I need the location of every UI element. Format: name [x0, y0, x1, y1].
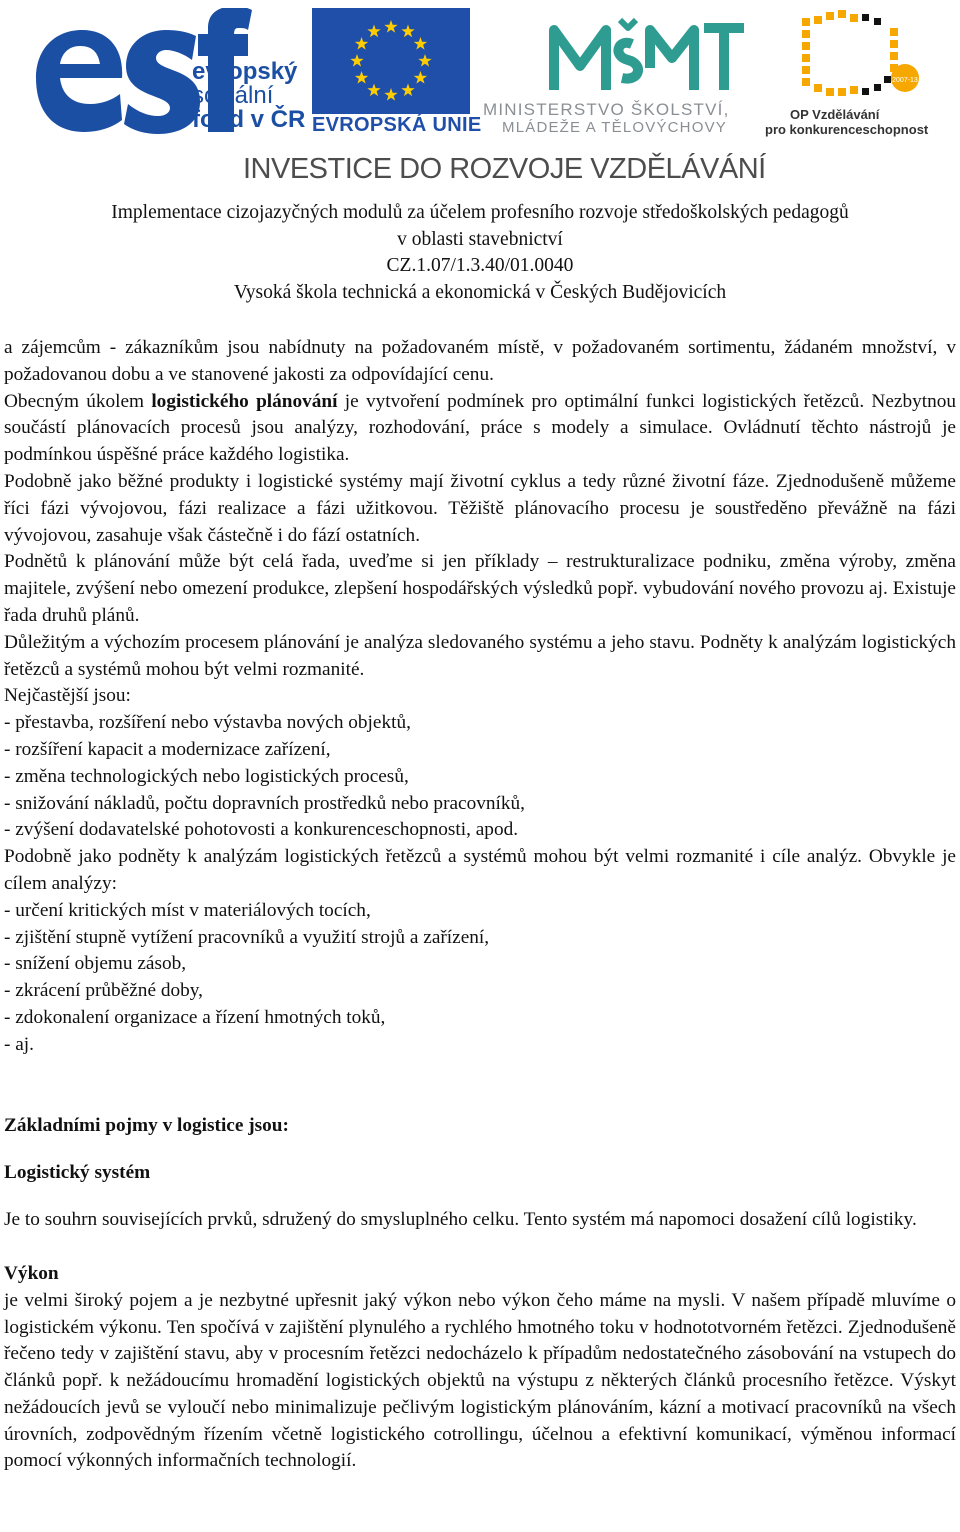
- op-line1: OP Vzdělávání: [790, 107, 880, 122]
- paragraph-stimuli: Podnětů k plánování může být celá řada, uveďme si jen příklady – restrukturalizace podniku, změna výroby, změna majitele, zvýšení nebo omezení produkce, zlepšení hospodářských výsledků popř. vybudování nového provozu aj. Existuje řada druhů plánů.: [4, 551, 956, 626]
- list-item: - určení kritických míst v materiálových tocích,: [4, 899, 371, 921]
- planning-text-before: Obecným úkolem: [4, 390, 152, 412]
- list-item: - zdokonalení organizace a řízení hmotných toků,: [4, 1006, 386, 1028]
- eu-star-icon: [414, 71, 427, 84]
- document-body: [4, 335, 956, 1475]
- paragraph-performance: je velmi široký pojem a je nezbytné upřesnit jaký výkon nebo výkon čeho máme na mysli. V našem případě mluvíme o logistickém výkonu. Ten spočívá v zajištění plynulého a rychlého hmotného toku v hodnototvorném řetězci. Zjednodušeně řečeno tedy v zajištění stavu, aby v procesním řetězci nedocházelo k případům nedostatečného zásobování na vstupech do článků popř. k nežádoucímu hromadění logistických objektů na výstupu z některých článků procesního řetězce. Výskyt nežádoucích jevů se vyloučí nebo minimalizuje pečlivým logistickým plánováním, kázní a motivací pracovníků na všech úrovních, zodpovědným řízením včetně logistického cotrollingu, účelnou a efektivní komunikací, výměnou informací pomocí výkonných informačních technologií.: [4, 1289, 956, 1472]
- section-heading: Základními pojmy v logistice jsou:: [4, 1114, 289, 1136]
- banner-slogan: INVESTICE DO ROZVOJE VZDĚLÁVÁNÍ: [243, 153, 766, 185]
- eu-name: EVROPSKÁ UNIE: [312, 114, 482, 136]
- list-item: - zkrácení průběžné doby,: [4, 980, 203, 1002]
- list-item: - zjištění stupně vytížení pracovníků a využití strojů a zařízení,: [4, 926, 490, 948]
- subheading-performance: Výkon: [4, 1262, 59, 1284]
- paragraph-analysis: Důležitým a výchozím procesem plánování je analýza sledovaného systému a jeho stavu. Podněty k analýzám logistických řetězců a systémů mohou být velmi rozmanité.: [4, 631, 956, 680]
- eu-stars-icon: [312, 8, 470, 114]
- list-item: - rozšíření kapacit a modernizace zařízení,: [4, 738, 331, 760]
- eu-star-icon: [401, 25, 414, 38]
- planning-term: logistického plánování: [151, 390, 338, 412]
- list-item: - aj.: [4, 1033, 34, 1055]
- eu-star-icon: [355, 71, 368, 84]
- project-title: Implementace cizojazyčných modulů za účelem profesního rozvoje středoškolských pedagogů: [111, 202, 849, 223]
- list-item: - zvýšení dodavatelské pohotovosti a konkurenceschopnosti, apod.: [4, 819, 519, 841]
- project-institution: Vysoká škola technická a ekonomická v Českých Budějovicích: [233, 281, 727, 303]
- eu-star-icon: [367, 25, 380, 38]
- eu-star-icon: [384, 88, 397, 101]
- subheading-logistic-system: Logistický systém: [4, 1162, 151, 1184]
- list-item: - změna technologických nebo logistických procesů,: [4, 765, 409, 787]
- eu-flag-icon: [312, 8, 470, 114]
- esf-line1: evropský: [192, 58, 298, 85]
- paragraph-goals: Podobně jako podněty k analýzám logistických řetězců a systémů mohou být velmi rozmanité i cíle analýz. Obvykle je cílem analýzy:: [4, 846, 956, 894]
- op-line2: pro konkurenceschopnost: [765, 122, 929, 137]
- esf-logo-text: [192, 60, 305, 132]
- op-badge: 2007-13: [892, 77, 918, 84]
- eu-star-icon: [401, 83, 414, 96]
- list-item: - přestavba, rozšíření nebo výstavba nových objektů,: [4, 712, 411, 734]
- eu-star-icon: [414, 37, 427, 50]
- esf-line3: fond v ČR: [192, 106, 306, 133]
- project-code: CZ.1.07/1.3.40/01.0040: [386, 255, 574, 276]
- eu-star-icon: [418, 54, 431, 67]
- paragraph-lifecycle: Podobně jako běžné produkty i logistické systémy mají životní cyklus a tedy různé životní fáze. Zjednodušeně můžeme říci fázi vývojovou, fázi realizace a fázi užitkovou. Těžiště plánovacího procesu je soustředěno převážně na fázi vývojovou, zasahuje však částečně i do fází ostatních.: [4, 470, 956, 546]
- paragraph-planning: [4, 389, 956, 469]
- list-intro: Nejčastější jsou:: [4, 685, 131, 707]
- list-item: - snížení objemu zásob,: [4, 953, 187, 975]
- esf-line2: sociální: [192, 82, 274, 109]
- op-mark-icon: [762, 8, 938, 108]
- msmt-mark-icon: [482, 8, 750, 104]
- logo-banner: [0, 0, 960, 200]
- list-item: - snižování nákladů, počtu dopravních prostředků nebo pracovníků,: [4, 792, 525, 814]
- msmt-line1: MINISTERSTVO ŠKOLSTVÍ,: [483, 100, 730, 119]
- project-field: v oblasti stavebnictví: [397, 228, 563, 250]
- eu-star-icon: [367, 83, 380, 96]
- paragraph-intro: a zájemcům - zákazníkům jsou nabídnuty na požadovaném místě, v požadovaném sortimentu, žádaném množství, v požadovanou dobu a ve stanovené jakosti za odpovídající cenu.: [4, 337, 956, 385]
- eu-star-icon: [355, 37, 368, 50]
- project-header: [0, 200, 960, 306]
- eu-star-icon: [384, 20, 397, 33]
- msmt-line2: MLÁDEŽE A TĚLOVÝCHOVY: [502, 119, 727, 136]
- paragraph-logistic-system: Je to souhrn souvisejících prvků, sdružený do smysluplného celku. Tento systém má napomoci dosažení cílů logistiky.: [4, 1209, 917, 1231]
- planning-text-after: je vytvoření podmínek pro optimální funkci logistických řetězců. Nezbytnou součástí plánovacích procesů jsou analýzy, rozhodování, práce s modely a simulace. Ovládnutí těchto nástrojů je podmínkou úspěšné práce každého logistika.: [4, 390, 957, 466]
- eu-star-icon: [350, 54, 363, 67]
